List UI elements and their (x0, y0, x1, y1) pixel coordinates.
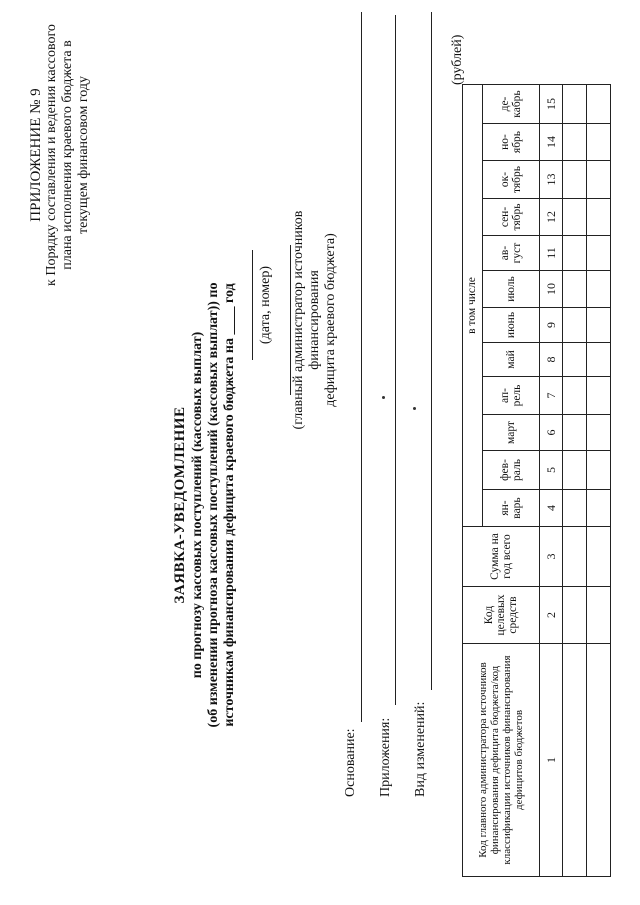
table-cell (587, 587, 611, 644)
group-header-including: в том числе (463, 85, 483, 527)
change-type-line (430, 12, 432, 690)
month-header-5: май (482, 343, 539, 377)
table-cell (563, 308, 587, 343)
table-cell (587, 343, 611, 377)
date-number-label: (дата, номер) (258, 265, 273, 345)
col-number-7: 7 (540, 377, 563, 415)
month-header-8: ав- густ (482, 236, 539, 271)
table-cell (563, 124, 587, 161)
month-header-4: ап- рель (482, 377, 539, 415)
table-cell (563, 451, 587, 490)
table-cell (587, 644, 611, 877)
col-number-9: 9 (540, 308, 563, 343)
table-row (587, 85, 611, 877)
admin-label-line-2: дефицита краевого бюджета) (323, 233, 338, 407)
appendix-line-3: текущем финансовом году (76, 76, 91, 234)
table-cell (563, 527, 587, 587)
col-number-3: 3 (540, 527, 563, 587)
appendix-header (28, 20, 92, 290)
admin-label (291, 165, 339, 475)
col-number-14: 14 (540, 124, 563, 161)
month-header-12: де- кабрь (482, 85, 539, 124)
document-subtitle-2: (об изменении прогноза кассовых поступлений (кассовых выплат)) по (206, 282, 221, 728)
attachments-label: Приложения: (378, 717, 393, 797)
table-cell (587, 85, 611, 124)
month-header-11: но- ябрь (482, 124, 539, 161)
table-cell (587, 236, 611, 271)
col-number-11: 11 (540, 236, 563, 271)
attachments-field (378, 718, 394, 797)
col-number-8: 8 (540, 343, 563, 377)
col-header-year-total: Сумма на год всего (463, 527, 540, 587)
table-cell (563, 85, 587, 124)
appendix-line-2: плана исполнения краевого бюджета в (60, 40, 75, 270)
change-type-field (413, 702, 429, 797)
table-cell (587, 527, 611, 587)
forecast-table (462, 84, 611, 877)
col-number-2: 2 (540, 587, 563, 644)
appendix-title: ПРИЛОЖЕНИЕ № 9 (28, 88, 44, 222)
table-cell (587, 308, 611, 343)
col-number-15: 15 (540, 85, 563, 124)
table-cell (563, 343, 587, 377)
table-row (563, 85, 587, 877)
table-cell (563, 236, 587, 271)
speck (382, 396, 385, 399)
document-subtitle-1: по прогнозу кассовых поступлений (кассовых выплат) (190, 331, 205, 679)
basis-line (360, 12, 362, 722)
col-header-code: Код главного администратора источников финансирования дефицита бюджета/код классификации источников финансирования дефицитов бюджетов (463, 644, 540, 877)
col-header-target-code: Код целевых средств (463, 587, 540, 644)
admin-label-line-1: (главный администратор источников финансирования (291, 210, 322, 430)
col-number-6: 6 (540, 415, 563, 451)
table-cell (563, 161, 587, 199)
document-subtitle-3: источникам финансирования дефицита краевого бюджета на ____ год (222, 283, 237, 727)
table-cell (587, 124, 611, 161)
table-cell (563, 377, 587, 415)
col-number-10: 10 (540, 271, 563, 308)
table-cell (587, 415, 611, 451)
speck (413, 407, 416, 410)
month-header-9: сен- тябрь (482, 199, 539, 236)
table-cell (563, 644, 587, 877)
table-cell (587, 161, 611, 199)
document-title: ЗАЯВКА-УВЕДОМЛЕНИЕ (172, 406, 188, 604)
table-cell (587, 199, 611, 236)
change-type-label: Вид изменений: (413, 701, 428, 797)
basis-label: Основание: (343, 728, 358, 797)
month-header-1: ян- варь (482, 490, 539, 527)
table-cell (587, 271, 611, 308)
units-label: (рублей) (450, 34, 465, 85)
table-cell (587, 377, 611, 415)
month-header-6: июнь (482, 308, 539, 343)
col-number-12: 12 (540, 199, 563, 236)
month-header-7: июль (482, 271, 539, 308)
basis-field (343, 728, 359, 797)
table-cell (563, 415, 587, 451)
table-cell (563, 490, 587, 527)
col-number-4: 4 (540, 490, 563, 527)
col-number-5: 5 (540, 451, 563, 490)
table-cell (587, 490, 611, 527)
attachments-line (394, 15, 396, 705)
col-number-13: 13 (540, 161, 563, 199)
date-number-line (252, 250, 253, 360)
table-cell (563, 271, 587, 308)
table-cell (563, 199, 587, 236)
month-header-3: март (482, 415, 539, 451)
table-cell (587, 451, 611, 490)
table-cell (563, 587, 587, 644)
col-number-1: 1 (540, 644, 563, 877)
appendix-line-1: к Порядку составления и ведения кассового (44, 24, 59, 286)
month-header-10: ок- тябрь (482, 161, 539, 199)
month-header-2: фев- раль (482, 451, 539, 490)
